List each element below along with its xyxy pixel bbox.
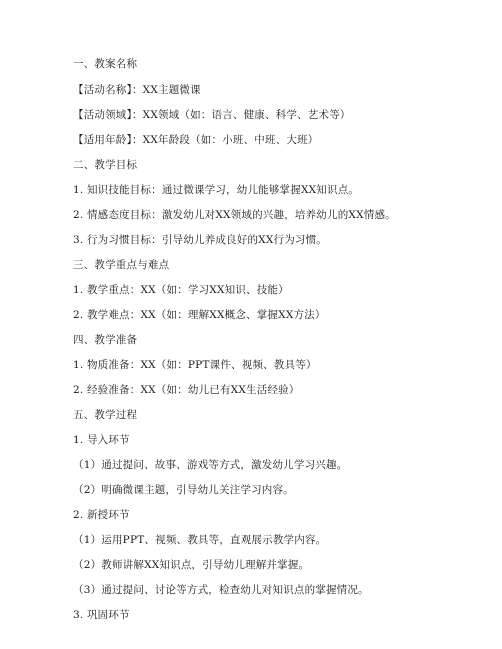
difficult-point-line: 2. 教学难点：XX（如：理解XX概念、掌握XX方法） [73,309,326,321]
process-intro-step-1: （1）通过提问、故事、游戏等方式，激发幼儿学习兴趣。 [73,459,348,471]
key-point-line: 1. 教学重点：XX（如：学习XX知识、技能） [73,284,289,296]
process-new-step-1: （1）运用PPT、视频、教具等，直观展示教学内容。 [73,534,327,546]
goal-knowledge-line: 1. 知识技能目标：通过微课学习，幼儿能够掌握XX知识点。 [73,184,360,196]
suitable-age-line: 【适用年龄】：XX年龄段（如：小班、中班、大班） [73,134,319,146]
section-heading-teaching-goals: 二、教学目标 [73,159,138,171]
goal-emotion-line: 2. 情感态度目标：激发幼儿对XX领域的兴趣，培养幼儿的XX情感。 [73,209,396,221]
section-heading-preparation: 四、教学准备 [73,334,138,346]
activity-domain-line: 【活动领域】：XX领域（如：语言、健康、科学、艺术等） [73,109,351,121]
section-heading-lesson-name: 一、教案名称 [73,58,138,70]
experience-preparation-line: 2. 经验准备：XX（如：幼儿已有XX生活经验） [73,384,300,396]
process-intro-step-2: （2）明确微课主题，引导幼儿关注学习内容。 [73,484,294,496]
process-intro-heading: 1. 导入环节 [73,434,130,446]
process-consolidate-heading: 3. 巩固环节 [73,609,130,621]
process-new-step-2: （2）教师讲解XX知识点，引导幼儿理解并掌握。 [73,559,310,571]
activity-name-line: 【活动名称】：XX主题微课 [73,84,201,96]
material-preparation-line: 1. 物质准备：XX（如：PPT课件、视频、教具等） [73,359,317,371]
process-new-step-3: （3）通过提问、讨论等方式，检查幼儿对知识点的掌握情况。 [73,584,369,596]
process-new-heading: 2. 新授环节 [73,509,130,521]
goal-behavior-line: 3. 行为习惯目标：引导幼儿养成良好的XX行为习惯。 [73,234,328,246]
section-heading-key-points: 三、教学重点与难点 [73,259,170,271]
section-heading-process: 五、教学过程 [73,409,138,421]
